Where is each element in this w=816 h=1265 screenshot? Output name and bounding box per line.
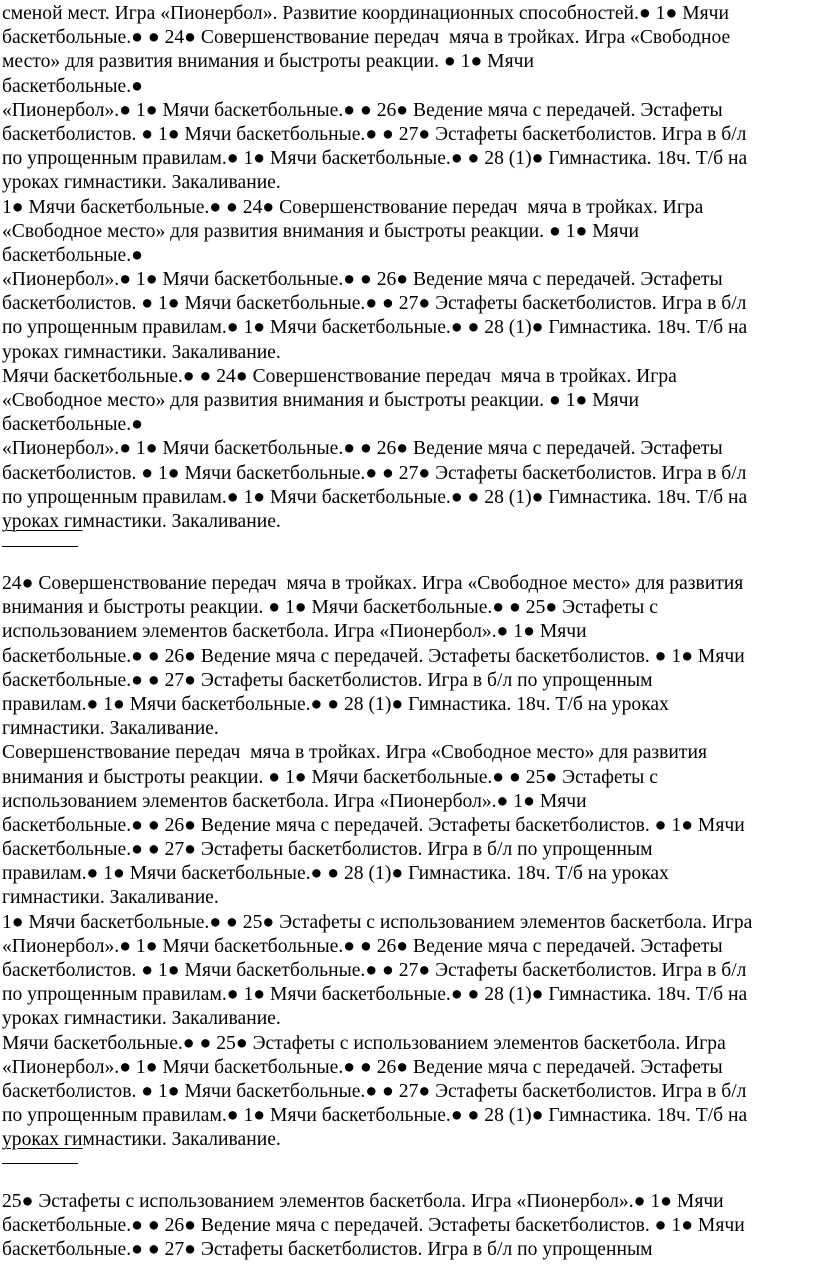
text-line: 1● Мячи баскетбольные.● ● 24● Совершенствование передач мяча в тройках. Игра [2,196,704,218]
text-line: «Пионербол».● 1● Мячи баскетбольные.● ● 26● Ведение мяча с передачей. Эстафеты [2,935,723,957]
text-line: баскетбольные.● [2,75,143,97]
text-block-2 [2,572,814,1153]
text-line: баскетбольные.● [2,244,143,266]
text-line: использованием элементов баскетбола. Игра «Пионербол».● 1● Мячи [2,621,587,643]
text-line: уроках гимнастики. Закаливание. [2,172,281,194]
text-line: по упрощенным правилам.● 1● Мячи баскетбольные.● ● 28 (1)● Гимнастика. 18ч. Т/б на [2,1105,748,1127]
text-line: баскетболистов. ● 1● Мячи баскетбольные.● ● 27● Эстафеты баскетболистов. Игра в б/л [2,1080,747,1102]
text-line: баскетболистов. ● 1● Мячи баскетбольные.● ● 27● Эстафеты баскетболистов. Игра в б/л [2,293,747,315]
text-block-3 [2,1190,814,1263]
text-line: по упрощенным правилам.● 1● Мячи баскетбольные.● ● 28 (1)● Гимнастика. 18ч. Т/б на [2,317,748,339]
text-line: «Пионербол».● 1● Мячи баскетбольные.● ● 26● Ведение мяча с передачей. Эстафеты [2,1056,723,1078]
text-line: сменой мест. Игра «Пионербол». Развитие координационных способностей.● 1● Мячи [2,3,729,24]
text-line: баскетболистов. ● 1● Мячи баскетбольные.● ● 27● Эстафеты баскетболистов. Игра в б/л [2,960,747,981]
text-line: Совершенствование передач мяча в тройках. Игра «Свободное место» для развития [2,742,707,764]
text-line: баскетбольные.● ● 26● Ведение мяча с передачей. Эстафеты баскетболистов. ● 1● Мячи [2,645,745,667]
line-remainder: мнастики. Закаливание. [82,510,281,532]
text-line-last [2,510,814,534]
text-line: Мячи баскетбольные.● ● 25● Эстафеты с использованием элементов баскетбола. Игра [2,1032,726,1054]
text-line: правилам.● 1● Мячи баскетбольные.● ● 28 (1)● Гимнастика. 18ч. Т/б на уроках [2,863,669,885]
text-line: Мячи баскетбольные.● ● 24● Совершенствование передач мяча в тройках. Игра [2,365,677,387]
text-line: «Свободное место» для развития внимания и быстроты реакции. ● 1● Мячи [2,220,640,242]
text-line: баскетбольные.● ● 27● Эстафеты баскетболистов. Игра в б/л по упрощенным [2,669,653,691]
footnote-separator [2,546,78,547]
footnote-separator [2,1163,78,1164]
text-block-1 [2,2,814,534]
text-line: правилам.● 1● Мячи баскетбольные.● ● 28 (1)● Гимнастика. 18ч. Т/б на уроках [2,693,669,715]
text-line: «Свободное место» для развития внимания и быстроты реакции. ● 1● Мячи [2,390,640,411]
line-remainder: мнастики. Закаливание. [82,1129,281,1151]
text-line: баскетболистов. ● 1● Мячи баскетбольные.● ● 27● Эстафеты баскетболистов. Игра в б/л [2,462,747,484]
underlined-fragment: уроках ги [2,510,83,532]
text-line: место» для развития внимания и быстроты реакции. ● 1● Мячи [2,51,534,73]
text-line: по упрощенным правилам.● 1● Мячи баскетбольные.● ● 28 (1)● Гимнастика. 18ч. Т/б на [2,486,748,508]
text-line: 1● Мячи баскетбольные.● ● 25● Эстафеты с использованием элементов баскетбола. Игра [2,911,753,933]
text-line: внимания и быстроты реакции. ● 1● Мячи баскетбольные.● ● 25● Эстафеты с [2,766,658,788]
text-line: уроках гимнастики. Закаливание. [2,1008,281,1030]
text-line: по упрощенным правилам.● 1● Мячи баскетбольные.● ● 28 (1)● Гимнастика. 18ч. Т/б на [2,148,748,170]
text-line: баскетбольные.● ● 26● Ведение мяча с передачей. Эстафеты баскетболистов. ● 1● Мячи [2,814,745,836]
text-line: гимнастики. Закаливание. [2,887,219,909]
text-line: по упрощенным правилам.● 1● Мячи баскетбольные.● ● 28 (1)● Гимнастика. 18ч. Т/б на [2,984,748,1006]
text-line: «Пионербол».● 1● Мячи баскетбольные.● ● 26● Ведение мяча с передачей. Эстафеты [2,438,723,460]
text-line: баскетбольные.● ● 27● Эстафеты баскетболистов. Игра в б/л по упрощенным [2,839,653,861]
text-line: гимнастики. Закаливание. [2,718,219,740]
text-line: баскетбольные.● ● 27● Эстафеты баскетболистов. Игра в б/л по упрощенным [2,1239,653,1261]
text-line: уроках гимнастики. Закаливание. [2,341,281,363]
text-line: 24● Совершенствование передач мяча в тройках. Игра «Свободное место» для развития [2,573,744,594]
underlined-fragment: уроках ги [2,1129,83,1151]
text-line: «Пионербол».● 1● Мячи баскетбольные.● ● 26● Ведение мяча с передачей. Эстафеты [2,269,723,291]
text-line: «Пионербол».● 1● Мячи баскетбольные.● ● 26● Ведение мяча с передачей. Эстафеты [2,99,723,121]
text-line: баскетбольные.● ● 26● Ведение мяча с передачей. Эстафеты баскетболистов. ● 1● Мячи [2,1215,745,1237]
text-line: баскетбольные.● ● 24● Совершенствование передач мяча в тройках. Игра «Свободное [2,27,731,49]
text-line: внимания и быстроты реакции. ● 1● Мячи баскетбольные.● ● 25● Эстафеты с [2,597,658,619]
text-line: баскетбольные.● [2,414,143,436]
text-line: использованием элементов баскетбола. Игра «Пионербол».● 1● Мячи [2,790,587,812]
text-line-last [2,1128,814,1152]
text-line: 25● Эстафеты с использованием элементов баскетбола. Игра «Пионербол».● 1● Мячи [2,1191,724,1212]
text-line: баскетболистов. ● 1● Мячи баскетбольные.● ● 27● Эстафеты баскетболистов. Игра в б/л [2,123,747,145]
